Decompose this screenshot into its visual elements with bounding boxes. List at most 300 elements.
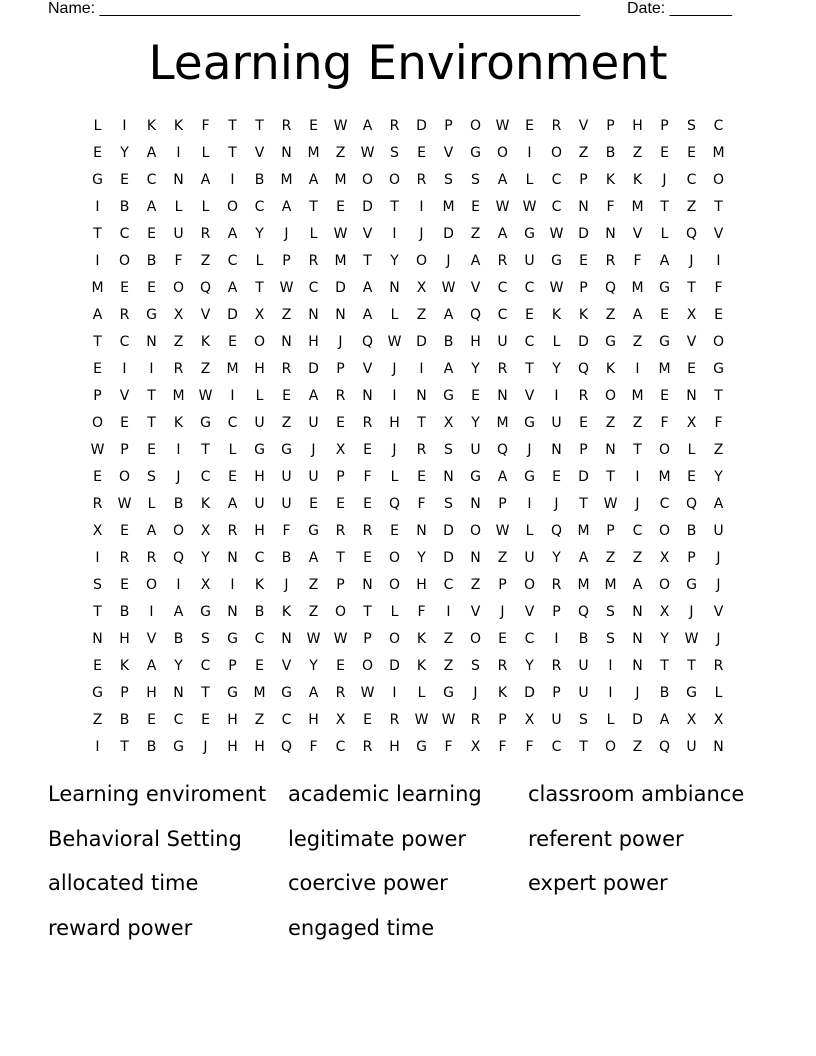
grid-letter[interactable]: I bbox=[608, 657, 613, 674]
grid-letter[interactable]: O bbox=[712, 333, 725, 350]
grid-letter[interactable]: I bbox=[419, 198, 424, 215]
grid-letter[interactable]: T bbox=[147, 414, 156, 431]
grid-letter[interactable]: Y bbox=[714, 468, 723, 485]
grid-letter[interactable]: C bbox=[524, 333, 535, 350]
grid-letter[interactable]: T bbox=[120, 738, 129, 755]
grid-letter[interactable]: E bbox=[93, 360, 102, 377]
grid-letter[interactable]: G bbox=[470, 144, 481, 161]
grid-letter[interactable]: E bbox=[93, 468, 102, 485]
grid-letter[interactable]: I bbox=[95, 549, 100, 566]
grid-letter[interactable]: K bbox=[281, 603, 292, 620]
grid-letter[interactable]: I bbox=[95, 252, 100, 269]
grid-letter[interactable]: P bbox=[120, 441, 129, 458]
grid-letter[interactable]: O bbox=[118, 252, 131, 269]
grid-letter[interactable]: H bbox=[389, 414, 400, 431]
grid-letter[interactable]: W bbox=[90, 441, 105, 458]
grid-letter[interactable]: J bbox=[716, 576, 721, 593]
grid-letter[interactable]: R bbox=[362, 522, 373, 539]
grid-letter[interactable]: I bbox=[176, 576, 181, 593]
grid-letter[interactable]: U bbox=[578, 684, 589, 701]
grid-letter[interactable]: V bbox=[470, 279, 481, 296]
grid-letter[interactable]: L bbox=[255, 252, 264, 269]
grid-letter[interactable]: S bbox=[201, 630, 210, 647]
grid-letter[interactable]: Y bbox=[552, 360, 561, 377]
grid-letter[interactable]: R bbox=[362, 414, 373, 431]
grid-letter[interactable]: H bbox=[227, 738, 238, 755]
grid-letter[interactable]: Y bbox=[309, 657, 318, 674]
grid-letter[interactable]: V bbox=[578, 117, 589, 134]
grid-letter[interactable]: Z bbox=[200, 252, 211, 269]
grid-letter[interactable]: P bbox=[552, 603, 561, 620]
grid-letter[interactable]: G bbox=[659, 333, 670, 350]
grid-letter[interactable]: W bbox=[333, 117, 348, 134]
grid-letter[interactable]: R bbox=[470, 711, 481, 728]
grid-letter[interactable]: Y bbox=[471, 414, 480, 431]
grid-letter[interactable]: P bbox=[606, 117, 615, 134]
grid-letter[interactable]: Y bbox=[525, 657, 534, 674]
grid-letter[interactable]: D bbox=[443, 522, 454, 539]
grid-letter[interactable]: K bbox=[551, 306, 562, 323]
grid-letter[interactable]: N bbox=[416, 387, 427, 404]
grid-letter[interactable]: Y bbox=[471, 360, 480, 377]
grid-letter[interactable]: G bbox=[227, 630, 238, 647]
grid-letter[interactable]: G bbox=[92, 171, 103, 188]
grid-letter[interactable]: E bbox=[579, 414, 588, 431]
grid-letter[interactable]: M bbox=[226, 360, 239, 377]
grid-letter[interactable]: E bbox=[147, 441, 156, 458]
grid-letter[interactable]: T bbox=[525, 360, 534, 377]
grid-letter[interactable]: T bbox=[336, 549, 345, 566]
grid-letter[interactable]: T bbox=[660, 657, 669, 674]
grid-letter[interactable]: B bbox=[173, 495, 184, 512]
grid-letter[interactable]: W bbox=[414, 711, 429, 728]
grid-letter[interactable]: T bbox=[255, 117, 264, 134]
grid-letter[interactable]: N bbox=[416, 522, 427, 539]
grid-letter[interactable]: P bbox=[579, 171, 588, 188]
grid-letter[interactable]: D bbox=[362, 198, 373, 215]
grid-letter[interactable]: L bbox=[660, 225, 669, 242]
grid-letter[interactable]: Q bbox=[469, 306, 482, 323]
grid-letter[interactable]: M bbox=[334, 252, 347, 269]
grid-letter[interactable]: L bbox=[309, 225, 318, 242]
grid-letter[interactable]: K bbox=[254, 576, 265, 593]
grid-letter[interactable]: M bbox=[91, 279, 104, 296]
grid-letter[interactable]: R bbox=[578, 387, 589, 404]
grid-letter[interactable]: J bbox=[311, 441, 316, 458]
grid-letter[interactable]: H bbox=[308, 333, 319, 350]
grid-letter[interactable]: I bbox=[230, 387, 235, 404]
grid-letter[interactable]: B bbox=[146, 738, 157, 755]
grid-letter[interactable]: F bbox=[363, 468, 372, 485]
grid-letter[interactable]: E bbox=[363, 549, 372, 566]
grid-letter[interactable]: L bbox=[390, 306, 399, 323]
grid-letter[interactable]: I bbox=[230, 576, 235, 593]
grid-letter[interactable]: G bbox=[524, 468, 535, 485]
grid-letter[interactable]: J bbox=[689, 252, 694, 269]
grid-letter[interactable]: T bbox=[201, 684, 210, 701]
grid-letter[interactable]: A bbox=[281, 198, 292, 215]
grid-letter[interactable]: I bbox=[176, 144, 181, 161]
grid-letter[interactable]: M bbox=[307, 144, 320, 161]
grid-letter[interactable]: E bbox=[660, 387, 669, 404]
grid-letter[interactable]: C bbox=[524, 630, 535, 647]
grid-letter[interactable]: O bbox=[496, 144, 509, 161]
grid-letter[interactable]: I bbox=[527, 144, 532, 161]
grid-letter[interactable]: B bbox=[605, 144, 616, 161]
grid-letter[interactable]: N bbox=[92, 630, 103, 647]
grid-letter[interactable]: Z bbox=[416, 306, 427, 323]
grid-letter[interactable]: E bbox=[120, 171, 129, 188]
grid-letter[interactable]: J bbox=[689, 603, 694, 620]
grid-letter[interactable]: C bbox=[254, 198, 265, 215]
grid-letter[interactable]: M bbox=[631, 279, 644, 296]
grid-letter[interactable]: J bbox=[716, 549, 721, 566]
grid-letter[interactable]: E bbox=[471, 198, 480, 215]
grid-letter[interactable]: C bbox=[200, 468, 211, 485]
grid-letter[interactable]: D bbox=[308, 360, 319, 377]
grid-letter[interactable]: Q bbox=[685, 495, 698, 512]
grid-letter[interactable]: G bbox=[443, 387, 454, 404]
grid-letter[interactable]: X bbox=[686, 306, 697, 323]
grid-letter[interactable]: A bbox=[362, 279, 373, 296]
grid-letter[interactable]: E bbox=[201, 711, 210, 728]
grid-letter[interactable]: P bbox=[228, 657, 237, 674]
grid-letter[interactable]: O bbox=[658, 576, 671, 593]
grid-letter[interactable]: J bbox=[446, 252, 451, 269]
grid-letter[interactable]: M bbox=[577, 522, 590, 539]
grid-letter[interactable]: L bbox=[93, 117, 102, 134]
grid-letter[interactable]: B bbox=[119, 711, 130, 728]
grid-letter[interactable]: R bbox=[416, 171, 427, 188]
grid-letter[interactable]: Z bbox=[281, 306, 292, 323]
grid-letter[interactable]: V bbox=[686, 333, 697, 350]
grid-letter[interactable]: G bbox=[524, 225, 535, 242]
grid-letter[interactable]: S bbox=[390, 144, 399, 161]
grid-letter[interactable]: E bbox=[120, 414, 129, 431]
grid-letter[interactable]: G bbox=[92, 684, 103, 701]
grid-letter[interactable]: A bbox=[362, 306, 373, 323]
grid-letter[interactable]: G bbox=[146, 306, 157, 323]
grid-letter[interactable]: C bbox=[227, 414, 238, 431]
grid-letter[interactable]: J bbox=[176, 468, 181, 485]
grid-letter[interactable]: W bbox=[306, 630, 321, 647]
grid-letter[interactable]: W bbox=[495, 198, 510, 215]
grid-letter[interactable]: D bbox=[524, 684, 535, 701]
grid-letter[interactable]: U bbox=[470, 441, 481, 458]
grid-letter[interactable]: Z bbox=[281, 414, 292, 431]
grid-letter[interactable]: W bbox=[549, 225, 564, 242]
grid-letter[interactable]: I bbox=[122, 117, 127, 134]
grid-letter[interactable]: M bbox=[172, 387, 185, 404]
grid-letter[interactable]: F bbox=[444, 738, 453, 755]
grid-letter[interactable]: M bbox=[658, 360, 671, 377]
grid-letter[interactable]: U bbox=[551, 711, 562, 728]
grid-letter[interactable]: V bbox=[524, 603, 535, 620]
grid-letter[interactable]: I bbox=[392, 387, 397, 404]
grid-letter[interactable]: G bbox=[281, 441, 292, 458]
grid-letter[interactable]: G bbox=[254, 441, 265, 458]
grid-letter[interactable]: F bbox=[606, 198, 615, 215]
grid-letter[interactable]: T bbox=[93, 603, 102, 620]
grid-letter[interactable]: N bbox=[281, 144, 292, 161]
grid-letter[interactable]: S bbox=[444, 441, 453, 458]
grid-letter[interactable]: E bbox=[498, 630, 507, 647]
grid-letter[interactable]: O bbox=[469, 522, 482, 539]
grid-letter[interactable]: V bbox=[470, 603, 481, 620]
grid-letter[interactable]: C bbox=[200, 657, 211, 674]
grid-letter[interactable]: K bbox=[119, 657, 130, 674]
grid-letter[interactable]: L bbox=[606, 711, 615, 728]
grid-letter[interactable]: E bbox=[687, 360, 696, 377]
grid-letter[interactable]: I bbox=[122, 360, 127, 377]
grid-letter[interactable]: S bbox=[471, 171, 480, 188]
grid-letter[interactable]: L bbox=[174, 198, 183, 215]
grid-letter[interactable]: S bbox=[93, 576, 102, 593]
grid-letter[interactable]: O bbox=[91, 414, 104, 431]
grid-letter[interactable]: Q bbox=[172, 549, 185, 566]
grid-letter[interactable]: N bbox=[308, 306, 319, 323]
grid-letter[interactable]: N bbox=[362, 387, 373, 404]
grid-letter[interactable]: V bbox=[524, 387, 535, 404]
grid-letter[interactable]: W bbox=[360, 144, 375, 161]
grid-letter[interactable]: N bbox=[713, 738, 724, 755]
grid-letter[interactable]: U bbox=[173, 225, 184, 242]
grid-letter[interactable]: P bbox=[120, 684, 129, 701]
grid-letter[interactable]: V bbox=[146, 630, 157, 647]
grid-letter[interactable]: C bbox=[254, 630, 265, 647]
grid-letter[interactable]: E bbox=[687, 468, 696, 485]
grid-letter[interactable]: B bbox=[119, 198, 130, 215]
grid-letter[interactable]: D bbox=[227, 306, 238, 323]
grid-letter[interactable]: I bbox=[149, 603, 154, 620]
grid-letter[interactable]: E bbox=[660, 144, 669, 161]
grid-letter[interactable]: I bbox=[95, 738, 100, 755]
grid-letter[interactable]: S bbox=[606, 603, 615, 620]
grid-letter[interactable]: N bbox=[551, 441, 562, 458]
grid-letter[interactable]: R bbox=[605, 252, 616, 269]
grid-letter[interactable]: F bbox=[525, 738, 534, 755]
grid-letter[interactable]: Z bbox=[605, 549, 616, 566]
grid-letter[interactable]: F bbox=[201, 117, 210, 134]
grid-letter[interactable]: A bbox=[497, 171, 508, 188]
grid-letter[interactable]: J bbox=[419, 225, 424, 242]
grid-letter[interactable]: M bbox=[631, 387, 644, 404]
grid-letter[interactable]: K bbox=[632, 171, 643, 188]
grid-letter[interactable]: G bbox=[686, 684, 697, 701]
grid-letter[interactable]: E bbox=[417, 468, 426, 485]
grid-letter[interactable]: A bbox=[146, 657, 157, 674]
grid-letter[interactable]: Q bbox=[604, 279, 617, 296]
grid-letter[interactable]: E bbox=[228, 468, 237, 485]
grid-letter[interactable]: C bbox=[659, 495, 670, 512]
grid-letter[interactable]: G bbox=[173, 738, 184, 755]
grid-letter[interactable]: J bbox=[554, 495, 559, 512]
grid-letter[interactable]: N bbox=[173, 684, 184, 701]
grid-letter[interactable]: X bbox=[659, 603, 670, 620]
grid-letter[interactable]: A bbox=[200, 171, 211, 188]
grid-letter[interactable]: U bbox=[686, 738, 697, 755]
grid-letter[interactable]: M bbox=[631, 198, 644, 215]
grid-letter[interactable]: O bbox=[604, 738, 617, 755]
grid-letter[interactable]: U bbox=[713, 522, 724, 539]
grid-letter[interactable]: V bbox=[632, 225, 643, 242]
grid-letter[interactable]: R bbox=[92, 495, 103, 512]
grid-letter[interactable]: J bbox=[284, 576, 289, 593]
grid-letter[interactable]: B bbox=[254, 171, 265, 188]
grid-letter[interactable]: B bbox=[146, 252, 157, 269]
grid-letter[interactable]: T bbox=[390, 198, 399, 215]
grid-letter[interactable]: E bbox=[525, 117, 534, 134]
grid-letter[interactable]: R bbox=[497, 252, 508, 269]
grid-letter[interactable]: X bbox=[524, 711, 535, 728]
grid-letter[interactable]: A bbox=[470, 252, 481, 269]
grid-letter[interactable]: K bbox=[605, 171, 616, 188]
grid-letter[interactable]: A bbox=[173, 603, 184, 620]
grid-letter[interactable]: P bbox=[660, 117, 669, 134]
grid-letter[interactable]: W bbox=[495, 117, 510, 134]
grid-letter[interactable]: N bbox=[632, 603, 643, 620]
grid-letter[interactable]: G bbox=[659, 279, 670, 296]
grid-letter[interactable]: H bbox=[389, 738, 400, 755]
grid-letter[interactable]: R bbox=[335, 387, 346, 404]
grid-letter[interactable]: C bbox=[551, 738, 562, 755]
grid-letter[interactable]: O bbox=[415, 252, 428, 269]
grid-letter[interactable]: A bbox=[92, 306, 103, 323]
grid-letter[interactable]: O bbox=[334, 603, 347, 620]
grid-letter[interactable]: X bbox=[416, 279, 427, 296]
grid-letter[interactable]: T bbox=[228, 144, 237, 161]
grid-letter[interactable]: H bbox=[119, 630, 130, 647]
grid-letter[interactable]: X bbox=[470, 738, 481, 755]
grid-letter[interactable]: F bbox=[714, 414, 723, 431]
grid-letter[interactable]: I bbox=[419, 360, 424, 377]
grid-letter[interactable]: Z bbox=[713, 441, 724, 458]
grid-letter[interactable]: H bbox=[254, 360, 265, 377]
grid-letter[interactable]: E bbox=[336, 198, 345, 215]
grid-letter[interactable]: E bbox=[714, 306, 723, 323]
grid-letter[interactable]: V bbox=[254, 144, 265, 161]
grid-letter[interactable]: W bbox=[279, 279, 294, 296]
grid-letter[interactable]: O bbox=[361, 171, 374, 188]
grid-letter[interactable]: F bbox=[417, 495, 426, 512]
grid-letter[interactable]: K bbox=[497, 684, 508, 701]
grid-letter[interactable]: S bbox=[687, 117, 696, 134]
grid-letter[interactable]: M bbox=[577, 576, 590, 593]
grid-letter[interactable]: V bbox=[443, 144, 454, 161]
grid-letter[interactable]: X bbox=[173, 306, 184, 323]
grid-letter[interactable]: R bbox=[281, 117, 292, 134]
grid-letter[interactable]: R bbox=[173, 360, 184, 377]
grid-letter[interactable]: O bbox=[226, 198, 239, 215]
grid-letter[interactable]: Z bbox=[578, 144, 589, 161]
grid-letter[interactable]: N bbox=[470, 495, 481, 512]
grid-letter[interactable]: F bbox=[309, 738, 318, 755]
grid-letter[interactable]: Y bbox=[174, 657, 183, 674]
grid-letter[interactable]: C bbox=[335, 738, 346, 755]
grid-letter[interactable]: V bbox=[713, 225, 724, 242]
grid-letter[interactable]: W bbox=[333, 630, 348, 647]
grid-letter[interactable]: M bbox=[604, 576, 617, 593]
grid-letter[interactable]: A bbox=[713, 495, 724, 512]
grid-letter[interactable]: V bbox=[119, 387, 130, 404]
grid-letter[interactable]: E bbox=[363, 441, 372, 458]
grid-letter[interactable]: R bbox=[281, 360, 292, 377]
grid-letter[interactable]: X bbox=[686, 711, 697, 728]
grid-letter[interactable]: L bbox=[390, 603, 399, 620]
grid-letter[interactable]: F bbox=[174, 252, 183, 269]
grid-letter[interactable]: X bbox=[254, 306, 265, 323]
grid-letter[interactable]: W bbox=[387, 333, 402, 350]
grid-letter[interactable]: F bbox=[714, 279, 723, 296]
grid-letter[interactable]: F bbox=[633, 252, 642, 269]
grid-letter[interactable]: W bbox=[333, 225, 348, 242]
grid-letter[interactable]: P bbox=[282, 252, 291, 269]
grid-letter[interactable]: X bbox=[200, 522, 211, 539]
grid-letter[interactable]: J bbox=[716, 630, 721, 647]
grid-letter[interactable]: X bbox=[200, 576, 211, 593]
grid-letter[interactable]: L bbox=[228, 441, 237, 458]
grid-letter[interactable]: L bbox=[201, 198, 210, 215]
grid-letter[interactable]: I bbox=[149, 360, 154, 377]
grid-letter[interactable]: P bbox=[363, 630, 372, 647]
grid-letter[interactable]: C bbox=[686, 171, 697, 188]
grid-letter[interactable]: L bbox=[714, 684, 723, 701]
grid-letter[interactable]: T bbox=[417, 414, 426, 431]
grid-letter[interactable]: H bbox=[308, 711, 319, 728]
grid-letter[interactable]: C bbox=[119, 225, 130, 242]
grid-letter[interactable]: P bbox=[93, 387, 102, 404]
grid-letter[interactable]: X bbox=[443, 414, 454, 431]
grid-letter[interactable]: X bbox=[659, 549, 670, 566]
grid-letter[interactable]: P bbox=[552, 684, 561, 701]
grid-letter[interactable]: W bbox=[441, 711, 456, 728]
grid-letter[interactable]: N bbox=[686, 387, 697, 404]
grid-letter[interactable]: C bbox=[119, 333, 130, 350]
grid-letter[interactable]: O bbox=[604, 387, 617, 404]
grid-letter[interactable]: R bbox=[335, 684, 346, 701]
grid-letter[interactable]: J bbox=[203, 738, 208, 755]
grid-letter[interactable]: H bbox=[254, 522, 265, 539]
grid-letter[interactable]: O bbox=[172, 279, 185, 296]
grid-letter[interactable]: Q bbox=[496, 441, 509, 458]
grid-letter[interactable]: A bbox=[308, 549, 319, 566]
grid-letter[interactable]: C bbox=[524, 279, 535, 296]
grid-letter[interactable]: Q bbox=[199, 279, 212, 296]
grid-letter[interactable]: N bbox=[146, 333, 157, 350]
grid-letter[interactable]: Q bbox=[685, 225, 698, 242]
grid-letter[interactable]: K bbox=[173, 117, 184, 134]
grid-letter[interactable]: R bbox=[200, 225, 211, 242]
grid-letter[interactable]: Z bbox=[443, 630, 454, 647]
grid-letter[interactable]: S bbox=[147, 468, 156, 485]
grid-letter[interactable]: G bbox=[416, 738, 427, 755]
grid-letter[interactable]: D bbox=[389, 657, 400, 674]
grid-letter[interactable]: A bbox=[308, 684, 319, 701]
grid-letter[interactable]: L bbox=[525, 522, 534, 539]
grid-letter[interactable]: U bbox=[281, 468, 292, 485]
grid-letter[interactable]: A bbox=[497, 225, 508, 242]
grid-letter[interactable]: R bbox=[497, 657, 508, 674]
grid-letter[interactable]: Q bbox=[577, 603, 590, 620]
grid-letter[interactable]: G bbox=[605, 333, 616, 350]
grid-letter[interactable]: G bbox=[713, 360, 724, 377]
grid-letter[interactable]: Y bbox=[120, 144, 129, 161]
grid-letter[interactable]: Z bbox=[497, 549, 508, 566]
grid-letter[interactable]: P bbox=[498, 711, 507, 728]
grid-letter[interactable]: S bbox=[444, 495, 453, 512]
grid-letter[interactable]: N bbox=[578, 198, 589, 215]
grid-letter[interactable]: N bbox=[443, 468, 454, 485]
